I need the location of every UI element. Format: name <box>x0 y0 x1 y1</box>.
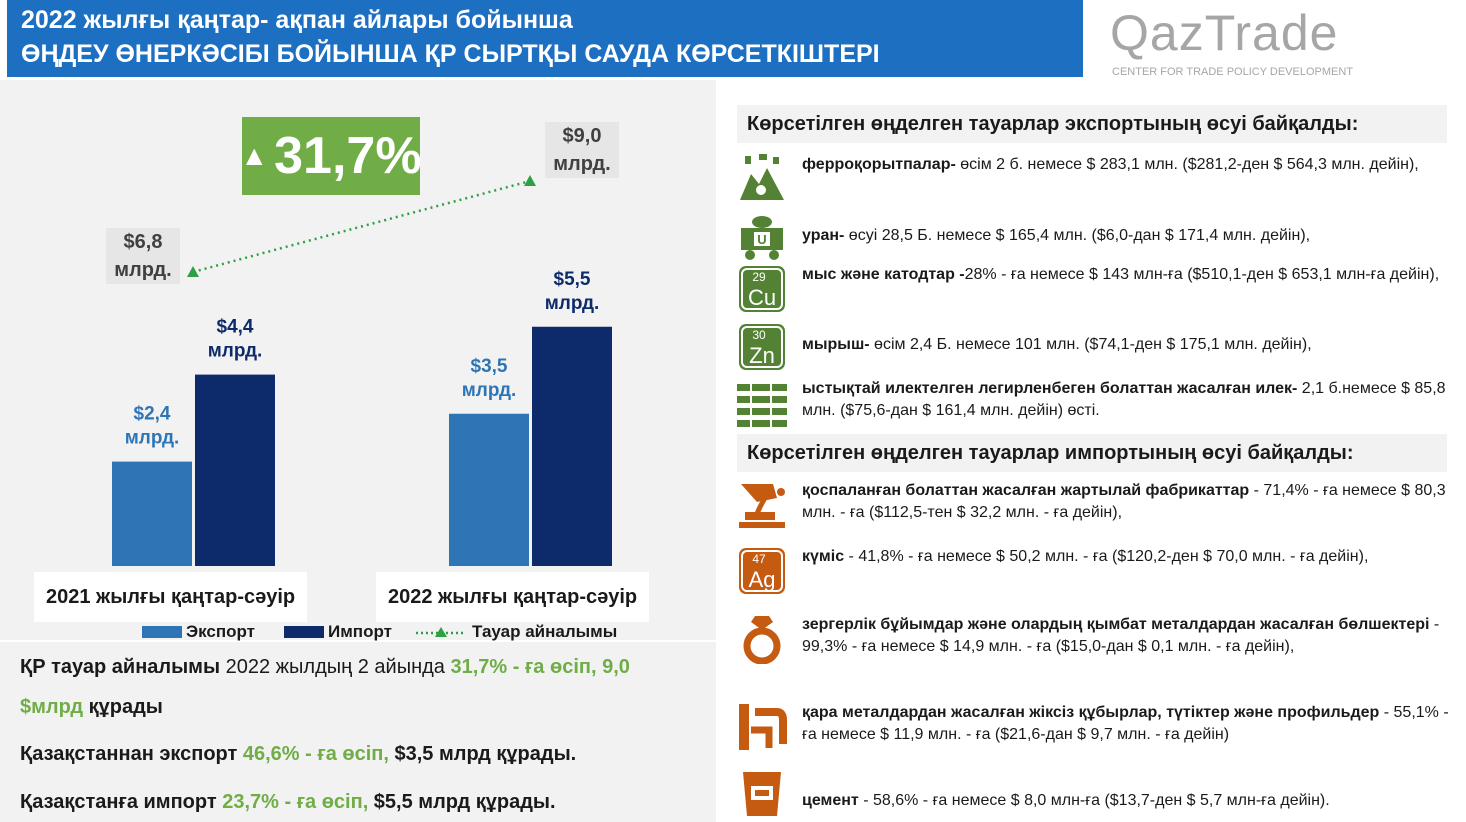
summary-turnover-period: 2022 жылдың 2 айында <box>220 656 451 678</box>
legend-import <box>284 620 392 644</box>
cement-bag-icon <box>737 768 787 818</box>
export-bar-0 <box>112 462 192 566</box>
import-item-name: күміс <box>802 548 845 565</box>
svg-text:47: 47 <box>752 552 766 566</box>
export-item-detail: өсім 2,4 Б. немесе 101 млн. ($74,1-ден $ 175,1 млн. дейін), <box>869 336 1312 353</box>
legend-export <box>142 620 255 644</box>
logo-wordmark: QazTrade <box>1110 5 1339 61</box>
pipes-icon <box>737 702 787 752</box>
zinc-element-icon <box>737 322 787 372</box>
up-triangle-icon: ▲ <box>240 140 269 171</box>
uranium-cart-icon <box>737 212 787 262</box>
category-label-2021: 2021 жылғы қаңтар-сәуір <box>34 572 307 622</box>
summary-import-label: Қазақстанға импорт <box>20 791 223 813</box>
summary-turnover-unit: $млрд <box>20 696 84 718</box>
turnover-point-1 <box>524 175 536 186</box>
legend-import-label: Импорт <box>328 622 392 641</box>
svg-text:29: 29 <box>752 270 766 284</box>
import-item-text <box>802 790 1452 812</box>
export-bar-label-0: $2,4 <box>133 403 171 425</box>
export-item-text <box>802 378 1452 422</box>
trade-chart <box>0 0 716 650</box>
summary-turnover-growth: 31,7% - ға өсіп, 9,0 <box>450 656 630 678</box>
header-line-1: 2022 жылғы қаңтар- ақпан айлары бойынша <box>21 6 573 34</box>
export-item-text <box>802 225 1452 247</box>
export-bar-label-0-unit: млрд. <box>124 427 180 449</box>
qaztrade-logo <box>1110 4 1360 84</box>
summary-turnover <box>20 656 630 679</box>
summary-import-growth: 23,7% - ға өсіп, <box>222 791 369 813</box>
ferroalloy-icon <box>737 154 787 204</box>
export-item-name: уран- <box>802 227 845 244</box>
import-item-text <box>802 702 1452 746</box>
export-item-text <box>802 264 1452 286</box>
silver-element-icon <box>737 546 787 596</box>
import-item-detail: - 99,3% - ға немесе $ 14,9 млн. - ға ($15,0-дан $ 0,1 млн. - ға дейін), <box>802 616 1440 655</box>
import-item-detail: - 41,8% - ға немесе $ 50,2 млн. - ға ($120,2-ден $ 70,0 млн. - ға дейін), <box>844 548 1369 565</box>
summary-export <box>20 743 576 766</box>
steel-pouring-icon <box>737 480 787 530</box>
summary-export-label: Қазақстаннан экспорт <box>20 743 243 765</box>
ring-icon <box>737 614 787 664</box>
import-bar-0 <box>195 375 275 566</box>
svg-text:30: 30 <box>752 328 766 342</box>
turnover-growth-badge <box>242 117 420 195</box>
import-item-detail: - 55,1% - ға немесе $ 11,9 млн. - ға ($21,6-дан $ 9,7 млн. - ға дейін) <box>802 704 1449 743</box>
legend-turnover-label: Тауар айналымы <box>472 622 618 641</box>
turnover-label-2021: $6,8 млрд. <box>106 228 180 284</box>
turnover-point-0 <box>187 266 199 277</box>
svg-text:U: U <box>757 232 767 247</box>
import-bar-1 <box>532 327 612 566</box>
legend-export-label: Экспорт <box>186 622 255 641</box>
import-item-name: қара металдардан жасалған жіксіз құбырлар, түтіктер және профильдер <box>802 704 1380 721</box>
export-item-name: мырыш- <box>802 336 870 353</box>
summary-import-value: $5,5 млрд құрады. <box>368 791 556 813</box>
turnover-growth-value: 31,7% <box>274 127 422 185</box>
export-bar-label-1-unit: млрд. <box>461 379 517 401</box>
summary-panel <box>0 642 716 822</box>
import-item-detail: - 58,6% - ға немесе $ 8,0 млн-ға ($13,7-ден $ 5,7 млн-ға дейін). <box>858 792 1330 809</box>
import-item-name: қоспаланған болаттан жасалған жартылай фабрикаттар <box>802 482 1250 499</box>
import-item-name: зергерлік бұйымдар және олардың қымбат металдардан жасалған бөлшектері <box>802 616 1430 633</box>
export-item-detail: өсім 2 б. немесе $ 283,1 млн. ($281,2-ден $ 564,3 млн. дейін), <box>955 156 1419 173</box>
import-item-name: цемент <box>802 792 859 809</box>
import-bar-label-1-unit: млрд. <box>544 292 600 314</box>
import-section-title: Көрсетілген өңделген тауарлар импортының өсуі байқалды: <box>737 434 1447 472</box>
summary-turnover-label: ҚР тауар айналымы <box>20 656 221 678</box>
summary-turnover-end: құрады <box>83 696 163 718</box>
export-item-name: ыстықтай илектелген легирленбеген болаттан жасалған илек- <box>802 380 1298 397</box>
import-bar-label-0: $4,4 <box>216 316 254 338</box>
import-item-text <box>802 546 1452 568</box>
legend-turnover <box>416 620 617 644</box>
export-item-detail: 28% - ға немесе $ 143 млн-ға ($510,1-ден $ 653,1 млн-ға дейін), <box>964 266 1440 283</box>
import-item-text <box>802 480 1452 524</box>
export-bar-1 <box>449 414 529 566</box>
import-item-text <box>802 614 1452 658</box>
summary-turnover-cont <box>20 696 163 719</box>
summary-export-growth: 46,6% - ға өсіп, <box>242 743 389 765</box>
import-bar-label-0-unit: млрд. <box>207 340 263 362</box>
export-section-title: Көрсетілген өңделген тауарлар экспортының өсуі байқалды: <box>737 105 1447 143</box>
category-label-2022: 2022 жылғы қаңтар-сәуір <box>376 572 649 622</box>
legend-import-swatch <box>284 626 324 638</box>
logo-tagline: CENTER FOR TRADE POLICY DEVELOPMENT <box>1112 66 1354 78</box>
svg-text:Zn: Zn <box>749 343 775 368</box>
page-title: ӨҢДЕУ ӨНЕРКӘСІБІ БОЙЫНША ҚР СЫРТҚЫ САУДА КӨРСЕТКІШТЕРІ <box>21 40 880 68</box>
turnover-label-2022: $9,0 млрд. <box>545 122 619 178</box>
copper-element-icon <box>737 264 787 314</box>
legend-turnover-swatch <box>416 625 468 639</box>
summary-import <box>20 791 556 814</box>
export-item-detail: өсуі 28,5 Б. немесе $ 165,4 млн. ($6,0-дан $ 171,4 млн. дейін), <box>844 227 1311 244</box>
steel-sheets-icon <box>737 378 787 428</box>
svg-text:Ag: Ag <box>748 567 776 592</box>
summary-export-value: $3,5 млрд құрады. <box>388 743 577 765</box>
import-item-detail: - 71,4% - ға немесе $ 80,3 млн. - ға ($112,5-тен $ 32,2 млн. - ға дейін), <box>802 482 1446 521</box>
export-bar-label-1: $3,5 <box>470 355 508 377</box>
export-item-name: мыс және катодтар - <box>802 266 965 283</box>
import-bar-label-1: $5,5 <box>553 268 591 290</box>
export-item-text <box>802 154 1452 176</box>
export-item-name: ферроқорытпалар- <box>802 156 956 173</box>
export-item-detail: 2,1 б.немесе $ 85,8 млн. ($75,6-дан $ 161,4 млн. дейін) өсті. <box>802 380 1446 419</box>
svg-text:Cu: Cu <box>747 285 777 310</box>
legend-export-swatch <box>142 626 182 638</box>
export-item-text <box>802 334 1452 356</box>
